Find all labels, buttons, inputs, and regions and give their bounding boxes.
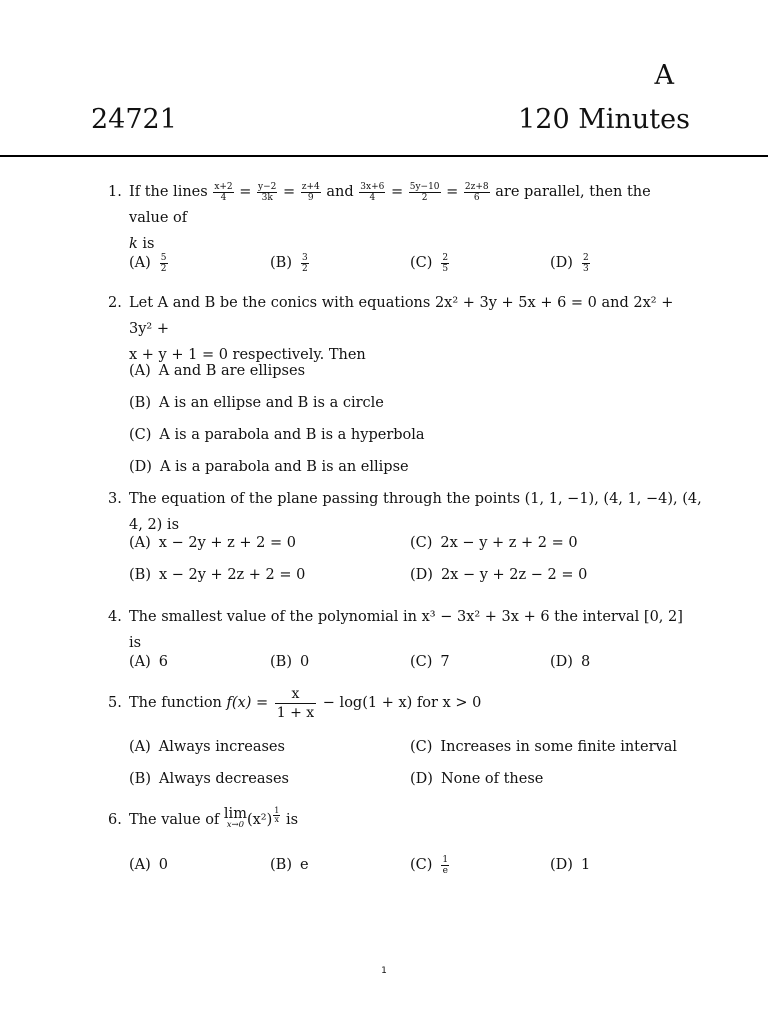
question-text: Let A and B be the conics with equations 2x² + 3y + 5x + 6 = 0 and 2x² + 3y² + x + y + 1 = 0 respectively. Then bbox=[129, 295, 674, 363]
option-c[interactable]: (C) $\frac{1}{e}$ bbox=[410, 854, 449, 876]
header-divider bbox=[0, 155, 768, 157]
question-text: The smallest value of the polynomial in x³ − 3x² + 3x + 6 the interval [0, 2] is bbox=[129, 609, 683, 651]
option-b[interactable]: (B) $\frac{3}{2}$ bbox=[270, 252, 308, 274]
question-number: 5. bbox=[108, 695, 122, 711]
option-b[interactable]: (B) 0 bbox=[270, 654, 310, 670]
question-text: The equation of the plane passing through the points (1, 1, −1), (4, 1, −4), (4, 4, 2) is bbox=[129, 491, 702, 533]
question-text: If the lines $\frac{x+2}{4}$ = $\frac{y-2}{3k}$ = $\frac{z+4}{9}$ and $\frac{3x+6}{4}$ = $\frac{5y-10}{2}$ = $\frac{2z+8}{6}$ are parallel, then the value of k is bbox=[129, 181, 651, 252]
option-a[interactable]: (A) $\frac{5}{2}$ bbox=[129, 252, 167, 274]
option-c[interactable]: (C) 7 bbox=[410, 654, 450, 670]
option-a[interactable]: (A) A and B are ellipses bbox=[129, 363, 306, 379]
question-number: 3. bbox=[108, 491, 122, 507]
question-text: The function f(x) = $\frac{x}{1 + x}$ − log(1 + x) for x > 0 bbox=[129, 685, 482, 721]
option-a[interactable]: (A) 0 bbox=[129, 857, 169, 873]
option-c[interactable]: (C) $\frac{2}{5}$ bbox=[410, 252, 449, 274]
exponent-fraction: $\frac{1}{x}$ bbox=[274, 806, 280, 824]
option-d[interactable]: (D) None of these bbox=[410, 771, 544, 787]
option-a[interactable]: (A) 6 bbox=[129, 654, 169, 670]
page-number: 1 bbox=[381, 966, 387, 976]
fraction: $\frac{5y-10}{2}$ bbox=[409, 181, 440, 203]
option-c[interactable]: (C) 2x − y + z + 2 = 0 bbox=[410, 535, 578, 551]
fraction: $\frac{x+2}{4}$ bbox=[214, 181, 233, 203]
limit-operator: lim x→0 bbox=[223, 806, 247, 830]
option-d[interactable]: (D) 2x − y + 2z − 2 = 0 bbox=[410, 567, 588, 583]
fraction: $\frac{x}{1 + x}$ bbox=[276, 685, 315, 721]
question-number: 6. bbox=[108, 812, 122, 828]
question-number: 1. bbox=[108, 184, 122, 200]
question-number: 4. bbox=[108, 609, 122, 625]
fraction: $\frac{z+4}{9}$ bbox=[301, 181, 320, 203]
option-d[interactable]: (D) 1 bbox=[550, 857, 591, 873]
option-a[interactable]: (A) x − 2y + z + 2 = 0 bbox=[129, 535, 296, 551]
option-d[interactable]: (D) 8 bbox=[550, 654, 591, 670]
fraction: $\frac{y-2}{3k}$ bbox=[258, 181, 277, 203]
option-b[interactable]: (B) Always decreases bbox=[129, 771, 289, 787]
option-d[interactable]: (D) $\frac{2}{3}$ bbox=[550, 252, 589, 274]
option-d[interactable]: (D) A is a parabola and B is an ellipse bbox=[129, 459, 409, 475]
option-c[interactable]: (C) A is a parabola and B is a hyperbola bbox=[129, 427, 425, 443]
question-text: The value of lim x→0 (x²) $\frac{1}{x}$ is bbox=[129, 806, 299, 830]
fraction: $\frac{2z+8}{6}$ bbox=[464, 181, 489, 203]
option-b[interactable]: (B) x − 2y + 2z + 2 = 0 bbox=[129, 567, 306, 583]
exam-code: 24721 bbox=[91, 104, 177, 135]
option-a[interactable]: (A) Always increases bbox=[129, 739, 285, 755]
option-b[interactable]: (B) A is an ellipse and B is a circle bbox=[129, 395, 384, 411]
exam-duration: 120 Minutes bbox=[518, 104, 690, 135]
option-b[interactable]: (B) e bbox=[270, 857, 309, 873]
question-number: 2. bbox=[108, 295, 122, 311]
option-c[interactable]: (C) Increases in some finite interval bbox=[410, 739, 677, 755]
exam-series: A bbox=[654, 60, 674, 91]
fraction: $\frac{3x+6}{4}$ bbox=[360, 181, 385, 203]
